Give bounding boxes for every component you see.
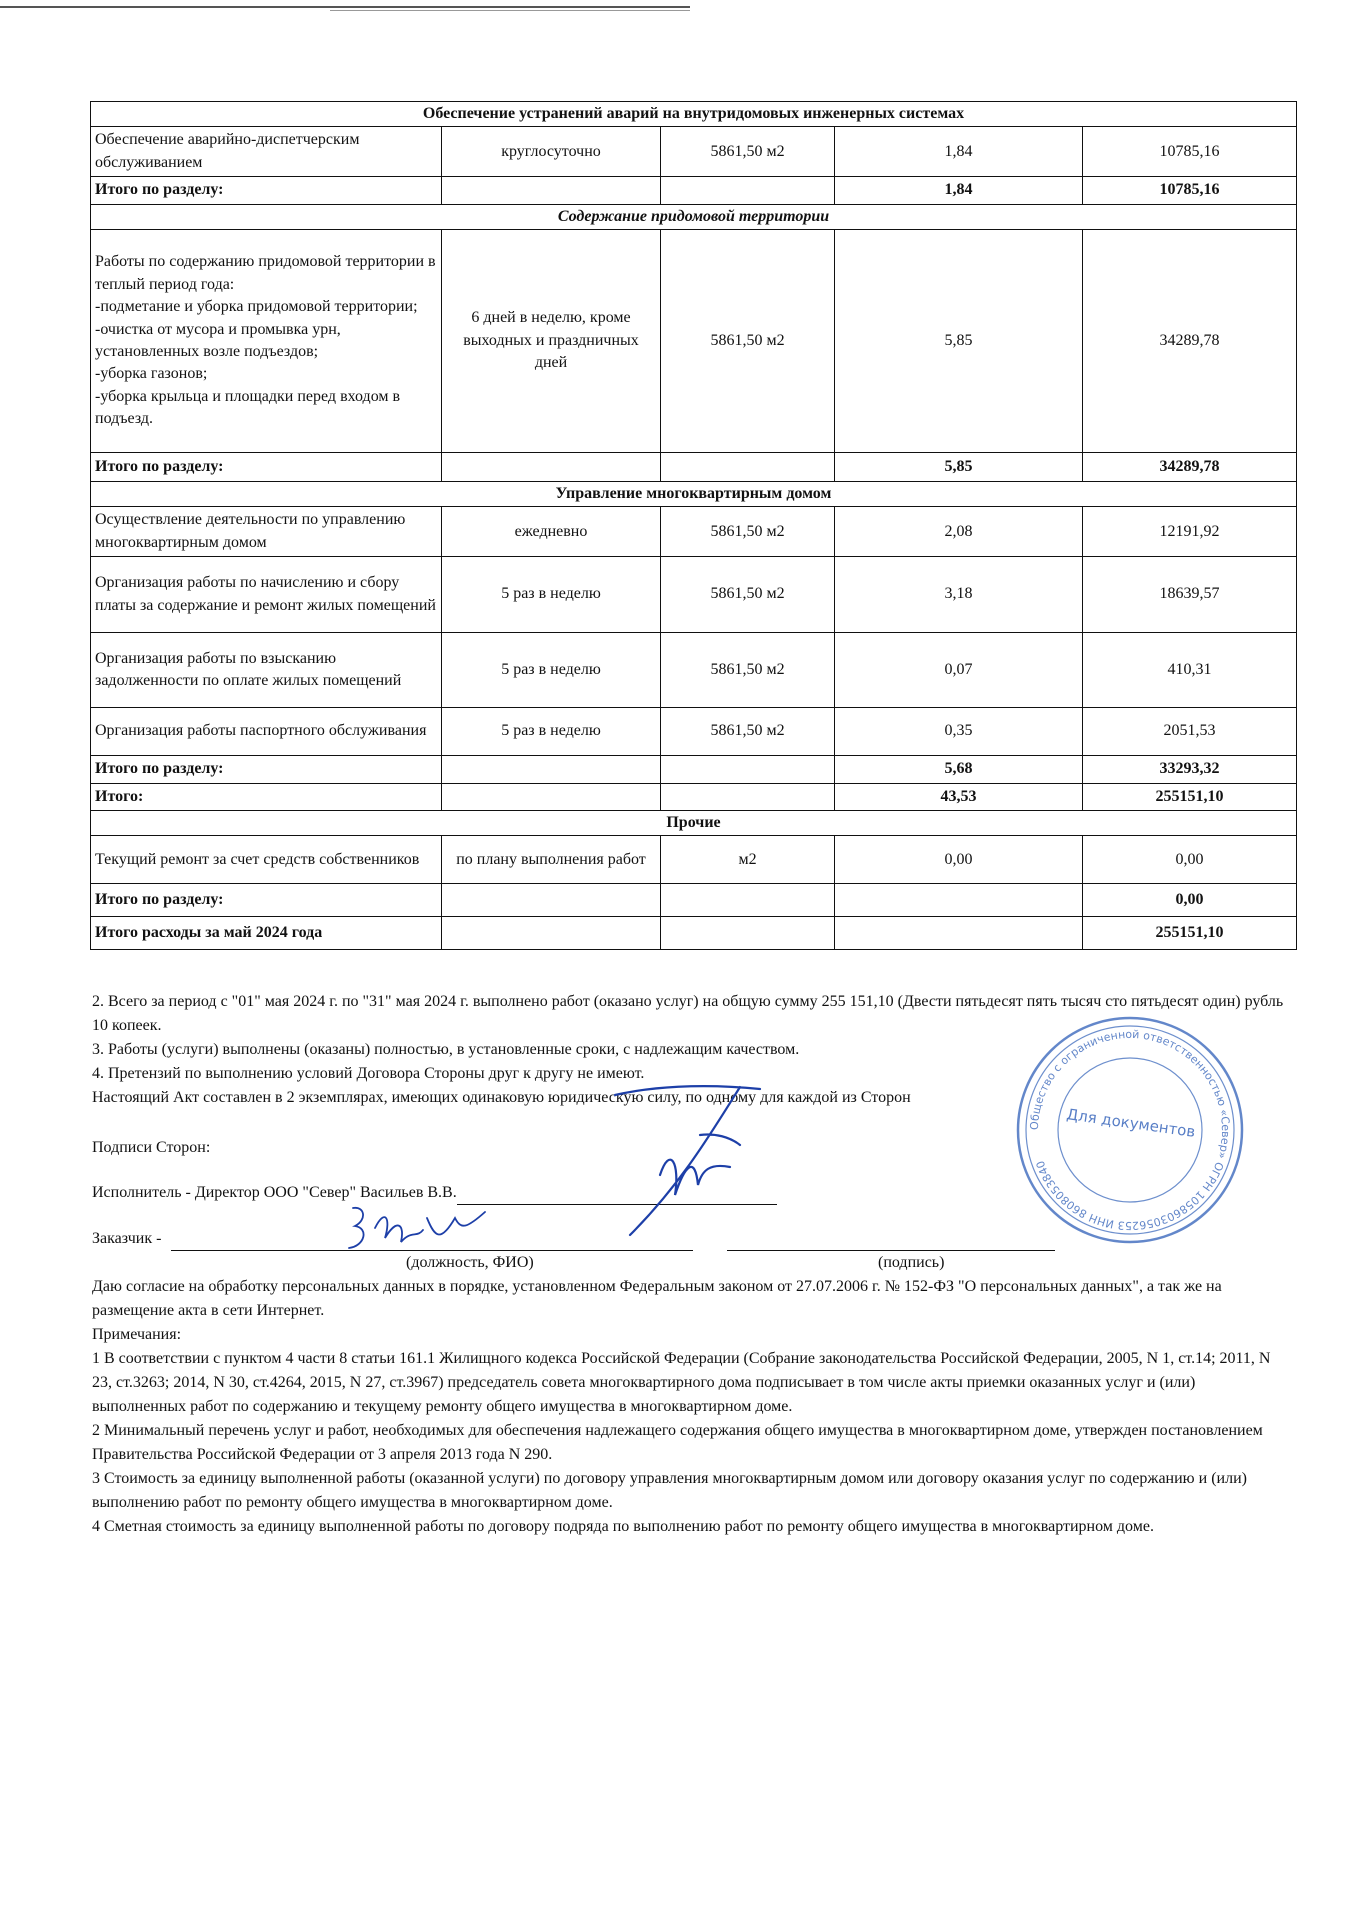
paragraph-3: 3. Работы (услуги) выполнены (оказаны) полностью, в установленные сроки, с надлежащим качеством.: [92, 1041, 800, 1058]
stamp-center-text: Для документов: [1065, 1105, 1197, 1142]
rate-cell: 0,00: [835, 836, 1083, 884]
rate-cell: 3,18: [835, 557, 1083, 633]
paragraph-2: 2. Всего за период с "01" мая 2024 г. по "31" мая 2024 г. выполнено работ (оказано услуг) на общую сумму 255 151,10 (Двести пятьдесят пять тысяч сто пятьдесят один) рубль 10 копеек.: [92, 993, 1284, 1034]
total-rate: 5,85: [835, 452, 1083, 481]
frequency-cell: 5 раз в неделю: [442, 708, 661, 756]
executor-label: Исполнитель - Директор ООО "Север" Васильев В.В.: [92, 1184, 457, 1201]
section-header-other: [91, 810, 1297, 835]
total-label: Итого по разделу:: [91, 884, 442, 917]
consent-text: Даю согласие на обработку персональных данных в порядке, установленном Федеральным законом от 27.07.2006 г. № 152-ФЗ "О персональных данных", а так же на размещение акта в сети Интернет.: [92, 1278, 1222, 1319]
service-cell: Осуществление деятельности по управлению многоквартирным домом: [91, 507, 442, 557]
grand-total-label: Итого:: [91, 783, 442, 810]
table-row: [91, 708, 1297, 756]
service-cell: Организация работы по взысканию задолженности по оплате жилых помещений: [91, 633, 442, 708]
frequency-cell: 5 раз в неделю: [442, 633, 661, 708]
section-title: Прочие: [91, 810, 1297, 835]
customer-position-line: [171, 1234, 693, 1251]
rate-cell: 0,35: [835, 708, 1083, 756]
section-title: Содержание придомовой территории: [91, 204, 1297, 229]
section-total-row: [91, 177, 1297, 204]
total-sum: 33293,32: [1083, 756, 1297, 783]
section-header-2: [91, 204, 1297, 229]
rate-cell: 1,84: [835, 127, 1083, 177]
total-sum: 10785,16: [1083, 177, 1297, 204]
frequency-cell: круглосуточно: [442, 127, 661, 177]
area-cell: 5861,50 м2: [661, 557, 835, 633]
area-cell: 5861,50 м2: [661, 633, 835, 708]
section-total-row: [91, 452, 1297, 481]
area-cell: 5861,50 м2: [661, 229, 835, 452]
rate-cell: 0,07: [835, 633, 1083, 708]
notes-title: Примечания:: [92, 1326, 182, 1343]
scan-edge-line: [0, 6, 690, 8]
executor-signature-line: [457, 1188, 777, 1205]
section-total-row: [91, 884, 1297, 917]
frequency-cell: 5 раз в неделю: [442, 557, 661, 633]
total-sum: 0,00: [1083, 884, 1297, 917]
stamp-ring-text: Общество с ограниченной ответственностью «Север» ОГРН 1058603056253 ИНН 8608053840: [1027, 1027, 1233, 1233]
total-label: Итого по разделу:: [91, 756, 442, 783]
service-cell: Текущий ремонт за счет средств собственников: [91, 836, 442, 884]
notes-block: [92, 1275, 1292, 1539]
note-2: 2 Минимальный перечень услуг и работ, необходимых для обеспечения надлежащего содержания общего имущества в многоквартирном доме, утвержден постановлением Правительства Российской Федерации от 3 апреля 2013 года N 290.: [92, 1422, 1263, 1463]
frequency-cell: ежедневно: [442, 507, 661, 557]
section-title: Обеспечение устранений аварий на внутридомовых инженерных системах: [91, 102, 1297, 127]
note-4: 4 Сметная стоимость за единицу выполненной работы по договору подряда по выполнению работ по ремонту общего имущества в многоквартирном доме.: [92, 1518, 1154, 1535]
table-row: [91, 836, 1297, 884]
scan-edge-line-2: [330, 10, 690, 11]
customer-line: [92, 1227, 1292, 1251]
area-cell: м2: [661, 836, 835, 884]
expenses-label: Итого расходы за май 2024 года: [91, 917, 442, 950]
table-row: [91, 229, 1297, 452]
section-title: Управление многоквартирным домом: [91, 481, 1297, 506]
service-cell: Обеспечение аварийно-диспетчерским обслуживанием: [91, 127, 442, 177]
sum-cell: 10785,16: [1083, 127, 1297, 177]
area-cell: 5861,50 м2: [661, 708, 835, 756]
total-rate: 1,84: [835, 177, 1083, 204]
frequency-cell: по плану выполнения работ: [442, 836, 661, 884]
sum-cell: 12191,92: [1083, 507, 1297, 557]
table-row: [91, 557, 1297, 633]
act-summary: [92, 990, 1292, 1110]
area-cell: 5861,50 м2: [661, 127, 835, 177]
total-sum: 34289,78: [1083, 452, 1297, 481]
total-rate: 5,68: [835, 756, 1083, 783]
sum-cell: 410,31: [1083, 633, 1297, 708]
table-row: [91, 127, 1297, 177]
customer-label: Заказчик -: [92, 1230, 162, 1247]
paragraph-5: Настоящий Акт составлен в 2 экземплярах, имеющих одинаковую юридическую силу, по одному для каждой из Сторон: [92, 1089, 911, 1106]
expenses-sum: 255151,10: [1083, 917, 1297, 950]
service-cell: Организация работы по начислению и сбору платы за содержание и ремонт жилых помещений: [91, 557, 442, 633]
section-header-3: [91, 481, 1297, 506]
total-label: Итого по разделу:: [91, 177, 442, 204]
service-cell: Работы по содержанию придомовой территории в теплый период года: -подметание и уборка придомовой территории; -очистка от мусора и промывка урн, установленных возле подъездов; -уборка газонов; -уборка крыльца и площадки перед входом в подъезд.: [91, 229, 442, 452]
service-cell: Организация работы паспортного обслуживания: [91, 708, 442, 756]
position-caption: (должность, ФИО): [406, 1254, 534, 1271]
frequency-cell: 6 дней в неделю, кроме выходных и праздничных дней: [442, 229, 661, 452]
table-row: [91, 633, 1297, 708]
sum-cell: 18639,57: [1083, 557, 1297, 633]
table-row: [91, 507, 1297, 557]
sum-cell: 0,00: [1083, 836, 1297, 884]
section-header-1: [91, 102, 1297, 127]
executor-line: [92, 1181, 1292, 1205]
note-1: 1 В соответствии с пунктом 4 части 8 статьи 161.1 Жилищного кодекса Российской Федерации (Собрание законодательства Российской Федерации, 2005, N 1, ст.14; 2011, N 23, ст.3263; 2014, N 30, ст.4264, 2015, N 27, ст.3967) председатель совета многоквартирного дома подписывает в том числе акты приемки оказанных услуг и (или) выполненных работ по содержанию и текущему ремонту общего имущества в многоквартирном доме.: [92, 1350, 1271, 1415]
paragraph-4: 4. Претензий по выполнению условий Договора Стороны друг к другу не имеют.: [92, 1065, 645, 1082]
customer-signature-line: [727, 1234, 1055, 1251]
signature-caption: (подпись): [878, 1254, 945, 1271]
sum-cell: 34289,78: [1083, 229, 1297, 452]
rate-cell: 2,08: [835, 507, 1083, 557]
total-label: Итого по разделу:: [91, 452, 442, 481]
rate-cell: 5,85: [835, 229, 1083, 452]
sum-cell: 2051,53: [1083, 708, 1297, 756]
grand-total-rate: 43,53: [835, 783, 1083, 810]
grand-total-row: [91, 783, 1297, 810]
signatures-label: Подписи Сторон:: [92, 1139, 211, 1156]
area-cell: 5861,50 м2: [661, 507, 835, 557]
note-3: 3 Стоимость за единицу выполненной работы (оказанной услуги) по договору управления многоквартирным домом или договору оказания услуг по содержанию и (или) выполнению работ по ремонту общего имущества в многоквартирном доме.: [92, 1470, 1247, 1511]
grand-total-sum: 255151,10: [1083, 783, 1297, 810]
section-total-row: [91, 756, 1297, 783]
services-table: [90, 101, 1297, 950]
expenses-total-row: [91, 917, 1297, 950]
